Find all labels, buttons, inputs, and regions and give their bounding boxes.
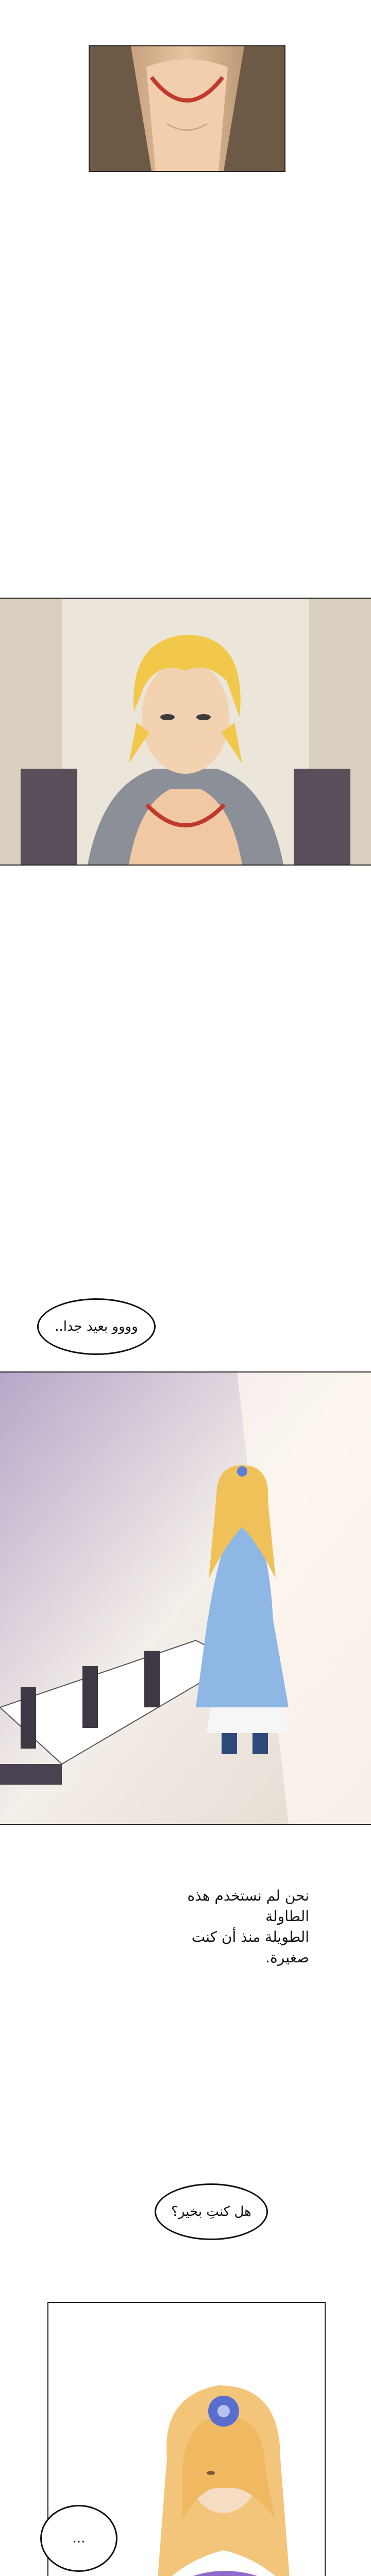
speech-text-2: هل كنتِ بخير؟	[171, 2204, 251, 2219]
narration-1	[144, 1886, 309, 1968]
speech-bubble-2	[155, 2183, 268, 2240]
long-table-art	[0, 1372, 371, 1824]
panel-blonde-man	[0, 598, 371, 866]
speech-bubble-3	[40, 2505, 117, 2572]
speech-bubble-1	[37, 1298, 156, 1355]
panel-long-table	[0, 1371, 371, 1825]
speech-text-1: وووو بعيد جدا..	[55, 1319, 138, 1334]
blonde-man-art	[0, 599, 371, 865]
narration-1-line-1: نحن لم نستخدم هذه الطاولة	[187, 1887, 309, 1925]
narration-1-line-2: الطويلة منذ أن كنت صغيرة.	[191, 1928, 309, 1966]
speech-text-3: ...	[72, 2531, 86, 2546]
panel-chest-closeup	[89, 45, 285, 172]
chest-closeup-art	[90, 46, 284, 171]
